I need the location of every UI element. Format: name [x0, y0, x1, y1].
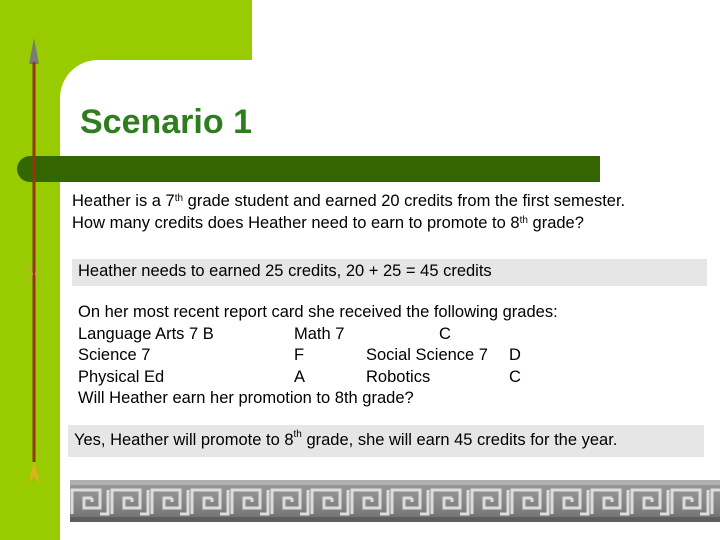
grade-row: Physical Ed A Robotics C — [78, 367, 521, 386]
greek-key-frieze — [70, 480, 720, 522]
grades-block — [78, 302, 558, 410]
arrow-icon — [25, 38, 43, 488]
answer-1-text: Heather needs to earned 25 credits, 20 + 25 = 45 credits — [78, 262, 492, 280]
answer-box-1 — [72, 259, 707, 286]
grades-question: Will Heather earn her promotion to 8th grade? — [78, 389, 414, 408]
scenario-question — [72, 190, 625, 234]
question-line-1: Heather is a 7th grade student and earned 20 credits from the first semester. — [72, 192, 626, 210]
answer-2-text: Yes, Heather will promote to 8th grade, she will earn 45 credits for the year. — [74, 429, 618, 449]
grades-intro: On her most recent report card she received the following grades: — [78, 303, 558, 321]
grade-row: Language Arts 7 B Math 7 C — [78, 324, 451, 343]
title-bar — [17, 156, 600, 182]
question-line-2: How many credits does Heather need to earn to promote to 8th grade? — [72, 214, 584, 232]
grade-row: Science 7 F Social Science 7 D — [78, 346, 521, 365]
slide-title: Scenario 1 — [80, 103, 252, 141]
answer-box-2 — [68, 425, 704, 457]
